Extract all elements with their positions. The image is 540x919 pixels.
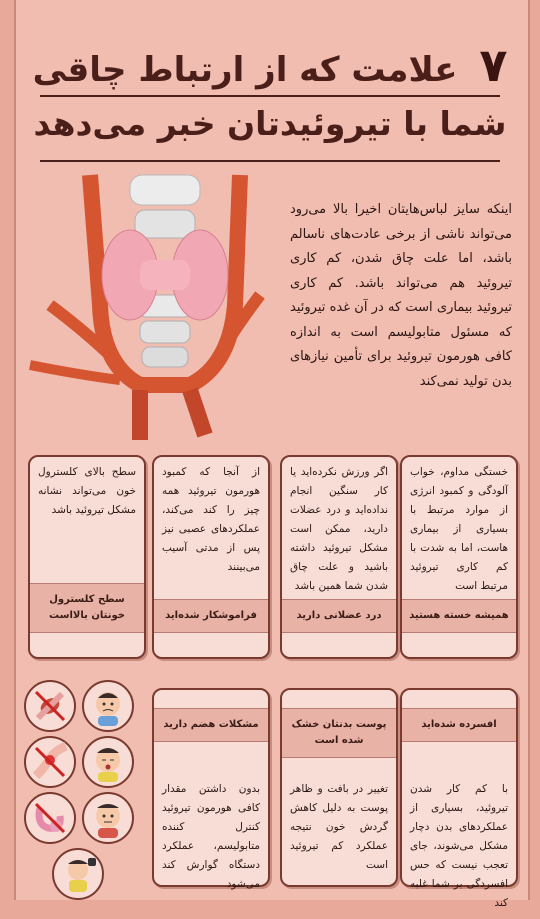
sign-label: فراموشکار شده‌اید — [154, 599, 268, 633]
title-underline-2 — [40, 160, 500, 162]
sign-card-depressed — [400, 688, 518, 909]
digestion-icon — [24, 792, 76, 844]
sign-label: درد عضلانی دارید — [282, 599, 396, 633]
sign-text: بدون داشتن مقدار کافی هورمون تیروئید کنترل کننده متابولیسم، عملکرد دستگاه گوارش کند می‌شود — [162, 783, 260, 890]
sign-card-digestion — [152, 688, 270, 890]
sign-card-cholesterol — [28, 455, 146, 659]
sign-text: سطح بالای کلسترول خون می‌تواند نشانه مشکل تیروئید باشد — [38, 466, 136, 516]
muscle-pain-icon — [24, 680, 76, 732]
sad-face-icon — [82, 680, 134, 732]
sign-card-tired — [400, 455, 518, 659]
sign-label: مشکلات هضم دارید — [154, 708, 268, 742]
title-text-1: علامت که از ارتباط چاقی — [32, 50, 458, 90]
sign-text: اگر ورزش نکرده‌اید یا کار سنگین انجام نداده‌اید و درد عضلات دارید، ممکن است مشکل تیروئید داشته باشید و علت چاق شدن شما همین باشد — [290, 466, 388, 592]
joint-pain-icon — [24, 736, 76, 788]
sign-card-forgetful — [152, 455, 270, 659]
sign-card-muscle-pain — [280, 455, 398, 659]
sign-label: پوست بدنتان خشک شده است — [282, 708, 396, 758]
sign-text: با کم کار شدن تیروئید، بسیاری از عملکردهای بدن دچار مشکل می‌شوند، جای تعجب نیست که حس افسردگی بر شما غلبه کند — [410, 783, 508, 909]
thyroid-illustration — [30, 165, 280, 445]
sign-label: همیشه خسته هستید — [402, 599, 516, 633]
title-number: ۷ — [479, 38, 508, 92]
intro-paragraph: اینکه سایز لباس‌هایتان اخیرا بالا می‌رود می‌تواند ناشی از برخی عادت‌های ناسالم باشد، اما علت چاق شدن، کم کاری تیروئید هم می‌تواند باشد. کم کاری تیروئید بیماری است که در آن غده تیروئید که مسئول متابولیسم است به اندازه کافی هورمون تیروئید برای تأمین نیازهای بدن تولید نمی‌کند — [290, 202, 512, 389]
thinking-person-icon — [52, 848, 104, 900]
sign-text: از آنجا که کمبود هورمون تیروئید همه چیز را کند می‌کند، عملکردهای عصبی نیز پس از مدتی آسیب می‌بینند — [162, 466, 260, 573]
sign-text: خستگی مداوم، خواب آلودگی و کمبود انرژی از موارد مرتبط با بسیاری از بیماری هاست، اما به شدت با کم کاری تیروئید مرتبط است — [410, 466, 508, 592]
sign-text: تغییر در بافت و ظاهر پوست به دلیل کاهش گردش خون نتیجه عملکرد کم تیروئید است — [290, 783, 388, 871]
title-line-1 — [22, 38, 518, 92]
forgetful-face-icon — [82, 792, 134, 844]
tired-face-icon — [82, 736, 134, 788]
sign-label: افسرده شده‌اید — [402, 708, 516, 742]
sign-label: سطح کلسترول خونتان بالااست — [30, 583, 144, 633]
sign-card-dry-skin — [280, 688, 398, 887]
title-line-2: شما با تیروئیدتان خبر می‌دهد — [33, 104, 507, 143]
title-underline-1 — [40, 95, 500, 97]
